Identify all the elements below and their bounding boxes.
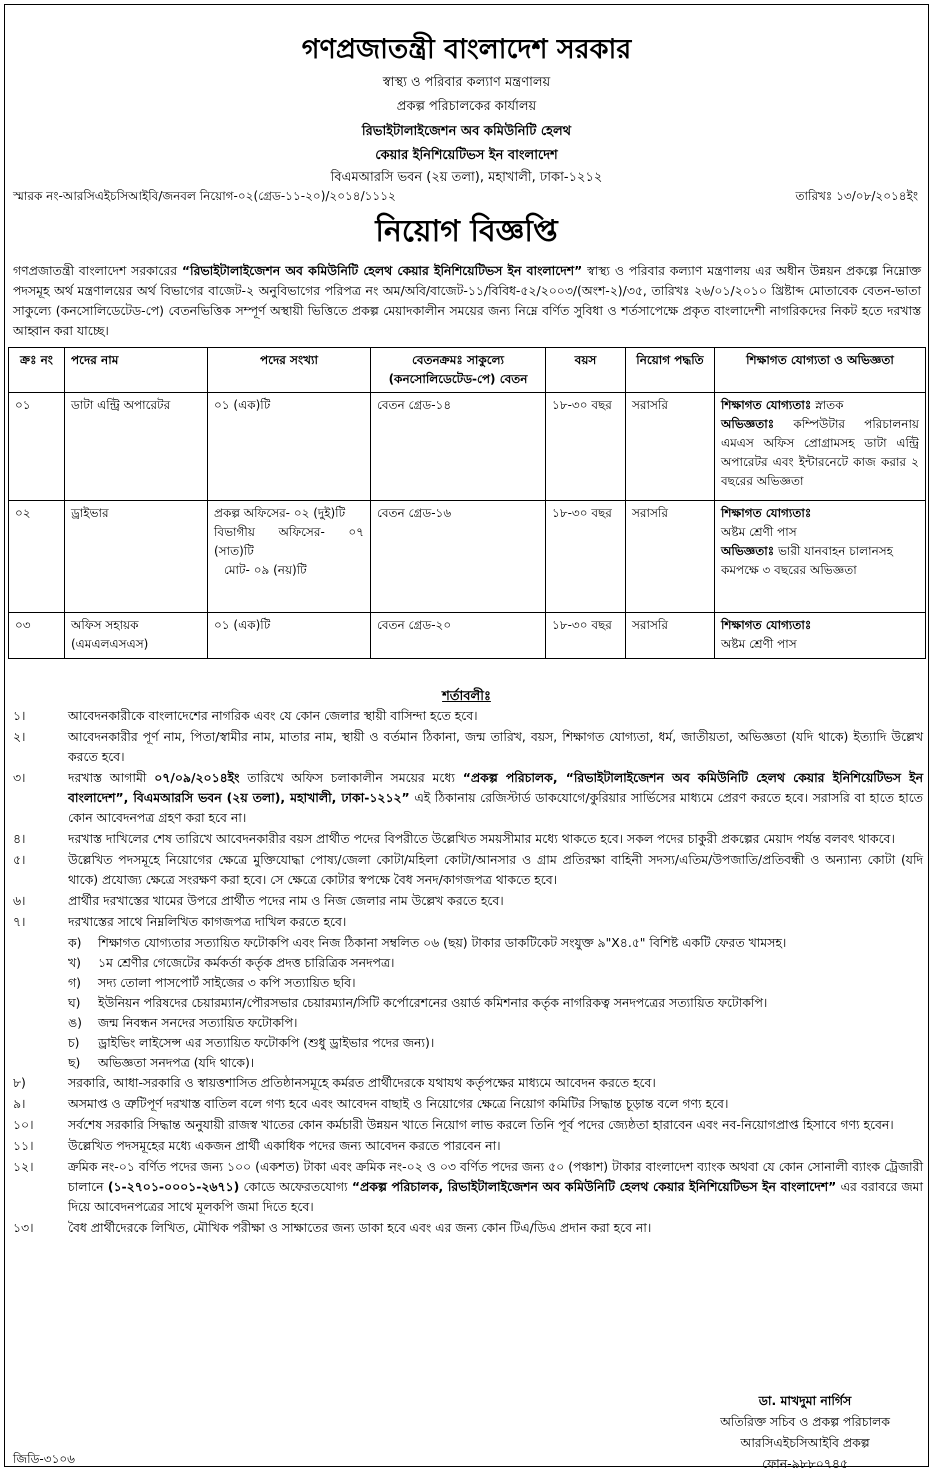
condition-text: কোডে অফেরতযোগ্য <box>239 1179 352 1194</box>
office-address: বিএমআরসি ভবন (২য় তলা), মহাখালী, ঢাকা-১২১২ <box>330 170 603 185</box>
condition-item <box>13 1073 923 1093</box>
memo-number: স্মারক নং-আরসিএইচসিআইবি/জনবল নিয়োগ-০২(গ্রেড-১১-২০)/২০১৪/১১১২ <box>13 189 396 203</box>
cell-count: ০১ (এক)টি <box>208 393 371 501</box>
intro-project-name: “রিভাইটালাইজেশন অব কমিউনিটি হেলথ কেয়ার ইনিশিয়েটিভস ইন বাংলাদেশ” <box>181 263 583 278</box>
condition-item <box>13 1115 923 1135</box>
condition-item <box>13 1094 923 1114</box>
document-text: সদ্য তোলা পাসপোর্ট সাইজের ৩ কপি সত্যায়িত ছবি। <box>98 975 356 990</box>
condition-item <box>13 1157 923 1217</box>
table-row <box>9 613 926 659</box>
cell-method: সরাসরি <box>626 393 715 501</box>
condition-text: সর্বশেষ সরকারি সিদ্ধান্ত অনুযায়ী রাজস্ব খাতের কোন কর্মচারী উন্নয়ন খাতে নিয়োগ লাভ করলে তিনি পূর্ব পদের জ্যেষ্ঠতা হারাবেন এবং নব-নিয়োগপ্রাপ্ত হিসাবে গণ্য হবেন। <box>68 1117 894 1132</box>
cell-method: সরাসরি <box>626 501 715 613</box>
condition-text: অসমাপ্ত ও ত্রুটিপূর্ণ দরখাস্ত বাতিল বলে গণ্য হবে এবং আবেদন বাছাই ও নিয়োগের ক্ষেত্রে নিয়োগ কমিটির সিদ্ধান্ত চূড়ান্ত বলে গণ্য হবে। <box>68 1096 729 1111</box>
document-item <box>13 1013 923 1033</box>
deadline-date: ০৭/০৯/২০১৪ইং <box>154 770 240 785</box>
condition-item <box>13 829 923 849</box>
header-post: পদের নাম <box>65 348 208 393</box>
cell-post: ডাটা এন্ট্রি অপারেটর <box>65 393 208 501</box>
document-item <box>13 973 923 993</box>
condition-text: দরখাস্তের সাথে নিম্নলিখিত কাগজপত্র দাখিল করতে হবে। <box>68 914 347 929</box>
posts-table <box>8 347 926 659</box>
cell-qualification <box>715 393 926 501</box>
table-header-row <box>9 348 926 393</box>
document-text: ১ম শ্রেণীর গেজেটের কর্মকর্তা কর্তৃক প্রদত্ত চারিত্রিক সনদপত্র। <box>98 955 395 970</box>
cell-sl: ০১ <box>9 393 65 501</box>
header-age: বয়স <box>546 348 626 393</box>
document-item <box>13 1053 923 1073</box>
conditions-title: শর্তাবলীঃ <box>442 689 491 704</box>
condition-number: ১১। <box>13 1138 34 1153</box>
signatory-project: আরসিএইচসিআইবি প্রকল্প <box>740 1435 870 1450</box>
exp-value: ভারী যানবাহন চালানসহ কমপক্ষে ৩ বছরের অভিজ্ঞতা <box>721 544 893 577</box>
document-text: ইউনিয়ন পরিষদের চেয়ারম্যান/পৌরসভার চেয়ারম্যান/সিটি কর্পোরেশনের ওয়ার্ড কমিশনার কর্তৃক নাগরিকত্ব সনদপত্রের সত্যায়িত ফটোকপি। <box>98 995 768 1010</box>
document-item <box>13 993 923 1013</box>
project-name-line2: কেয়ার ইনিশিয়েটিভস ইন বাংলাদেশ <box>375 148 558 163</box>
cell-post: ড্রাইভার <box>65 501 208 613</box>
cell-age: ১৮-৩০ বছর <box>546 613 626 659</box>
ministry-name: স্বাস্থ্য ও পরিবার কল্যাণ মন্ত্রণালয় <box>382 75 551 90</box>
signatory-phone: ফোন-৯৮৮০৭৪৫ <box>762 1456 848 1471</box>
count-divisional-office: বিভাগীয় অফিসের- ০৭ (সাত)টি <box>214 525 364 558</box>
condition-text: বৈধ প্রার্থীদেরকে লিখিত, মৌখিক পরীক্ষা ও সাক্ষাতের জন্য ডাকা হবে এবং এর জন্য কোন টিএ/ডিএ প্রদান করা হবে না। <box>68 1220 652 1235</box>
cell-sl: ০৩ <box>9 613 65 659</box>
document-number: গ) <box>68 975 81 990</box>
condition-number: ৯। <box>13 1096 26 1111</box>
notice-title: নিয়োগ বিজ্ঞপ্তি <box>375 214 558 249</box>
signature-block <box>685 1390 925 1474</box>
condition-item <box>13 912 923 932</box>
condition-number: ৫। <box>13 852 26 867</box>
condition-number: ২। <box>13 729 26 744</box>
cell-age: ১৮-৩০ বছর <box>546 501 626 613</box>
document-number: চ) <box>68 1035 80 1050</box>
notice-page <box>4 4 929 1471</box>
condition-number: ৪। <box>13 831 26 846</box>
mailing-address: “প্রকল্প পরিচালক, “রিভাইটালাইজেশন অব কমিউনিটি হেলথ কেয়ার ইনিশিয়েটিভস ইন বাংলাদেশ”, বিএমআরসি ভবন (২য় তলা), মহাখালী, ঢাকা-১২১২” <box>68 770 923 805</box>
condition-item <box>13 1136 923 1156</box>
condition-text: ক্রমিক নং-০১ বর্ণিত পদের জন্য ১০০ (একশত) টাকা এবং ক্রমিক নং-০২ ও ০৩ বর্ণিত পদের জন্য ৫০ (পঞ্চাশ) টাকার বাংলাদেশ ব্যাংক অথবা যে কোন সোনালী ব্যাংক ট্রেজারী চালানে <box>68 1159 923 1194</box>
exp-label: অভিজ্ঞতাঃ <box>721 544 775 558</box>
condition-item <box>13 1218 923 1238</box>
document-number: ঘ) <box>68 995 81 1010</box>
cell-pay: বেতন গ্রেড-১৬ <box>371 501 546 613</box>
condition-number: ৮) <box>13 1075 26 1090</box>
edu-label: শিক্ষাগত যোগ্যতাঃ <box>721 618 812 632</box>
count-total: মোট- ০৯ (নয়)টি <box>224 563 307 577</box>
document-item <box>13 953 923 973</box>
header-qualification: শিক্ষাগত যোগ্যতা ও অভিজ্ঞতা <box>715 348 926 393</box>
document-text: শিক্ষাগত যোগ্যতার সত্যায়িত ফটোকপি এবং নিজ ঠিকানা সম্বলিত ০৬ (ছয়) টাকার ডাকটিকেট সংযুক্ত ৯"X৪.৫" বিশিষ্ট একটি ফেরত খামসহ। <box>98 935 787 950</box>
condition-text: দরখাস্ত দাখিলের শেষ তারিখে আবেদনকারীর বয়স প্রার্থীত পদের বিপরীতে উল্লেখিত সময়সীমার মধ্যে থাকতে হবে। সকল পদের চাকুরী প্রকল্পের মেয়াদ পর্যন্ত বলবৎ থাকবে। <box>68 831 895 846</box>
exp-value: কম্পিউটার পরিচালনায় এমএস অফিস প্রোগ্রামসহ ডাটা এন্ট্রি অপারেটর এবং ইন্টারনেটে কাজ করার ২ বছরের অভিজ্ঞতা <box>721 417 919 488</box>
condition-text: উল্লেখিত পদসমূহের মধ্যে একজন প্রার্থী একাধিক পদের জন্য আবেদন করতে পারবেন না। <box>68 1138 501 1153</box>
condition-text: তারিখে অফিস চলাকালীন সময়ের মধ্যে <box>239 770 463 785</box>
conditions-list <box>13 706 923 1239</box>
condition-number: ৬। <box>13 893 26 908</box>
edu-label: শিক্ষাগত যোগ্যতাঃ <box>721 398 812 412</box>
condition-item <box>13 768 923 828</box>
table-row <box>9 393 926 501</box>
edu-value: অষ্টম শ্রেণী পাস <box>721 525 797 539</box>
signatory-designation: অতিরিক্ত সচিব ও প্রকল্প পরিচালক <box>720 1414 890 1429</box>
condition-number: ১৩। <box>13 1220 34 1235</box>
table-row <box>9 501 926 613</box>
count-project-office: প্রকল্প অফিসের- ০২ (দুই)টি <box>214 506 346 520</box>
edu-value: স্নাতক <box>811 398 844 412</box>
document-number: ক) <box>68 935 82 950</box>
condition-text: উল্লেখিত পদসমূহে নিয়োগের ক্ষেত্রে মুক্তিযোদ্ধা পোষ্য/জেলা কোটা/মহিলা কোটা/আনসার ও গ্রাম প্রতিরক্ষা বাহিনী সদস্য/এতিম/উপজাতি/প্রতিবন্ধী ও অন্যান্য কোটা (যদি থাকে) প্রযোজ্য ক্ষেত্রে সংরক্ষণ করা হবে। সে ক্ষেত্রে কোটার স্বপক্ষে বৈধ সনদ/কাগজপত্র থাকতে হবে। <box>68 852 923 887</box>
condition-text: দরখাস্ত আগামী <box>68 770 155 785</box>
intro-text-1: গণপ্রজাতন্ত্রী বাংলাদেশ সরকারের <box>13 263 182 278</box>
document-number: ছ) <box>68 1055 81 1070</box>
document-number: ঙ) <box>68 1015 82 1030</box>
notice-date: তারিখঃ ১৩/০৮/২০১৪ইং <box>795 189 918 203</box>
document-item <box>13 933 923 953</box>
cell-age: ১৮-৩০ বছর <box>546 393 626 501</box>
condition-text: এই ঠিকানায় রেজিস্টার্ড ডাকযোগে/কুরিয়ার সার্ভিসের মাধ্যমে প্রেরণ করতে হবে। সরাসরি বা হাতে হাতে কোন আবেদনপত্র গ্রহণ করা হবে না। <box>68 790 923 825</box>
header-pay: বেতনক্রমঃ সাকুল্যে (কনসোলিডেটেড-পে) বেতন <box>371 348 546 393</box>
cell-pay: বেতন গ্রেড-১৪ <box>371 393 546 501</box>
condition-item <box>13 727 923 767</box>
cell-count <box>208 501 371 613</box>
condition-text: আবেদনকারীকে বাংলাদেশের নাগরিক এবং যে কোন জেলার স্থায়ী বাসিন্দা হতে হবে। <box>68 708 478 723</box>
cell-post: অফিস সহায়ক (এমএলএসএস) <box>65 613 208 659</box>
intro-text-2: স্বাস্থ্য ও পরিবার কল্যাণ মন্ত্রণালয় এর অধীন উন্নয়ন প্রকল্পে নিম্নোক্ত পদসমূহ অর্থ মন্ত্রণালয়ের অর্থ বিভাগের বাজেট-২ অনুবিভাগের পরিপত্র নং অম/অবি/বাজেট-১১/বিবিধ-৫২/২০০৩/(অংশ-২)/৩৫, তারিখঃ ২৬/০১/২০১০ খ্রিষ্টাব্দ মোতাবেক বেতন-ভাতা সাকুল্যে (কনসোলিডেটেড-পে) বেতনভিত্তিক সম্পূর্ণ অস্থায়ী ভিত্তিতে প্রকল্প মেয়াদকালীন সময়ের জন্য নিম্নে বর্ণিত সুবিধা ও শর্তসাপেক্ষে প্রকৃত বাংলাদেশী নাগরিকদের নিকট হতে দরখাস্ত আহ্বান করা যাচ্ছে। <box>13 263 921 338</box>
document-number: খ) <box>68 955 81 970</box>
office-name: প্রকল্প পরিচালকের কার্যালয় <box>396 99 537 114</box>
header-method: নিয়োগ পদ্ধতি <box>626 348 715 393</box>
cell-count: ০১ (এক)টি <box>208 613 371 659</box>
project-name-line1: রিভাইটালাইজেশন অব কমিউনিটি হেলথ <box>361 124 572 139</box>
header-sl: ক্রঃ নং <box>9 348 65 393</box>
condition-text: এর বরাবরে জমা দিয়ে আবেদনপত্রের সাথে মূলকপি জমা দিতে হবে। <box>68 1179 924 1214</box>
document-text: অভিজ্ঞতা সনদপত্র (যদি থাকে)। <box>98 1055 255 1070</box>
cell-method: সরাসরি <box>626 613 715 659</box>
condition-item <box>13 850 923 890</box>
condition-text: সরকারি, আধা-সরকারি ও স্বায়ত্তশাসিত প্রতিষ্ঠানসমূহে কর্মরত প্রার্থীদেরকে যথাযথ কর্তৃপক্ষের মাধ্যমে আবেদন করতে হবে। <box>68 1075 656 1090</box>
condition-number: ৩। <box>13 770 26 785</box>
edu-label: শিক্ষাগত যোগ্যতাঃ <box>721 506 812 520</box>
gd-number: জিডি-৩১০৬ <box>13 1452 75 1466</box>
condition-text: আবেদনকারীর পূর্ণ নাম, পিতা/স্বামীর নাম, মাতার নাম, স্থায়ী ও বর্তমান ঠিকানা, জন্ম তারিখ, বয়স, শিক্ষাগত যোগ্যতা, ধর্ম, জাতীয়তা, অভিজ্ঞতা (যদি থাকে) ইত্যাদি উল্লেখ করতে হবে। <box>68 729 923 764</box>
header-count: পদের সংখ্যা <box>208 348 371 393</box>
cell-pay: বেতন গ্রেড-২০ <box>371 613 546 659</box>
treasury-code: (১-২৭০১-০০০১-২৬৭১) <box>107 1179 240 1194</box>
edu-value: অষ্টম শ্রেণী পাস <box>721 637 797 651</box>
exp-label: অভিজ্ঞতাঃ <box>721 417 775 431</box>
document-item <box>13 1033 923 1053</box>
condition-number: ৭। <box>13 914 26 929</box>
condition-item <box>13 891 923 911</box>
condition-number: ১০। <box>13 1117 34 1132</box>
document-text: ড্রাইভিং লাইসেন্স এর সত্যায়িত ফটোকপি (শুধু ড্রাইভার পদের জন্য)। <box>98 1035 435 1050</box>
condition-text: প্রার্থীর দরখাস্তের খামের উপরে প্রার্থীত পদের নাম ও নিজ জেলার নাম উল্লেখ করতে হবে। <box>68 893 504 908</box>
condition-number: ১। <box>13 708 26 723</box>
cell-qualification <box>715 613 926 659</box>
condition-item <box>13 706 923 726</box>
cell-qualification <box>715 501 926 613</box>
document-text: জন্ম নিবন্ধন সনদের সত্যায়িত ফটোকপি। <box>98 1015 298 1030</box>
condition-number: ১২। <box>13 1159 34 1174</box>
intro-paragraph <box>13 261 921 341</box>
payee-name: “প্রকল্প পরিচালক, রিভাইটালাইজেশন অব কমিউনিটি হেলথ কেয়ার ইনিশিয়েটিভস ইন বাংলাদেশ” <box>351 1179 837 1194</box>
government-name: গণপ্রজাতন্ত্রী বাংলাদেশ সরকার <box>301 34 632 65</box>
signatory-name: ডা. মাখদুমা নার্গিস <box>758 1393 852 1408</box>
cell-sl: ০২ <box>9 501 65 613</box>
